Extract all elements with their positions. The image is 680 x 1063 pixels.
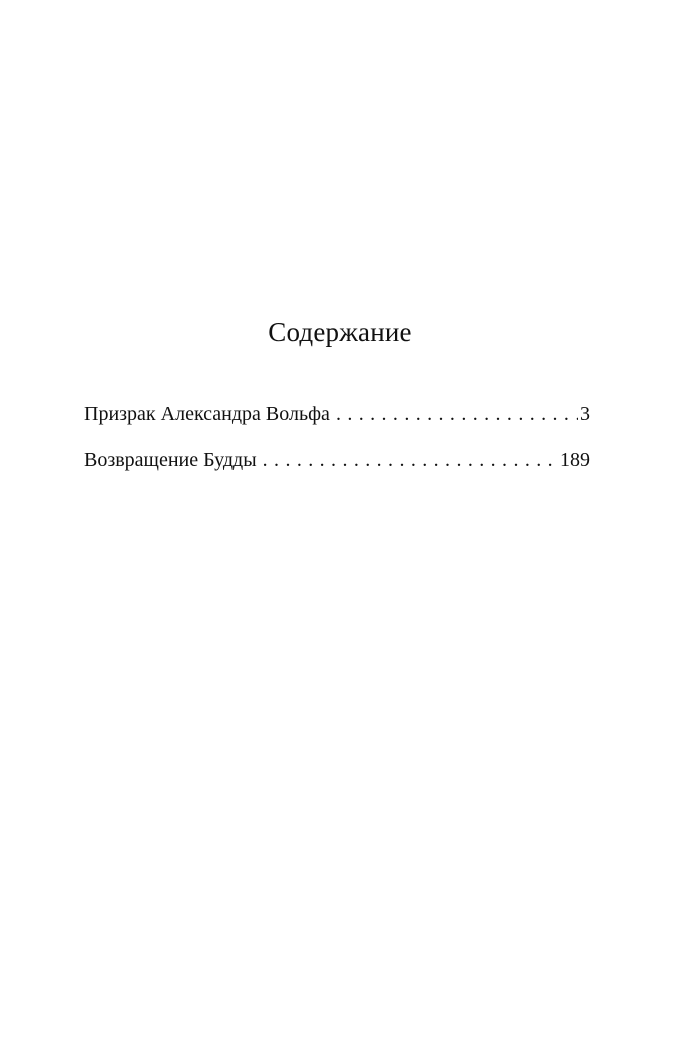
toc-page-number: 189 <box>560 449 590 471</box>
toc-page-number: 3 <box>580 403 590 425</box>
toc-entry-title: Призрак Александра Вольфа <box>84 403 330 425</box>
toc-heading: Содержание <box>268 317 412 347</box>
toc-dot-leader <box>263 446 558 474</box>
toc-dot-leader <box>336 400 578 428</box>
toc-entry <box>84 446 590 474</box>
toc-list <box>84 400 590 492</box>
toc-entry <box>84 400 590 428</box>
toc-entry-title: Возвращение Будды <box>84 449 257 471</box>
